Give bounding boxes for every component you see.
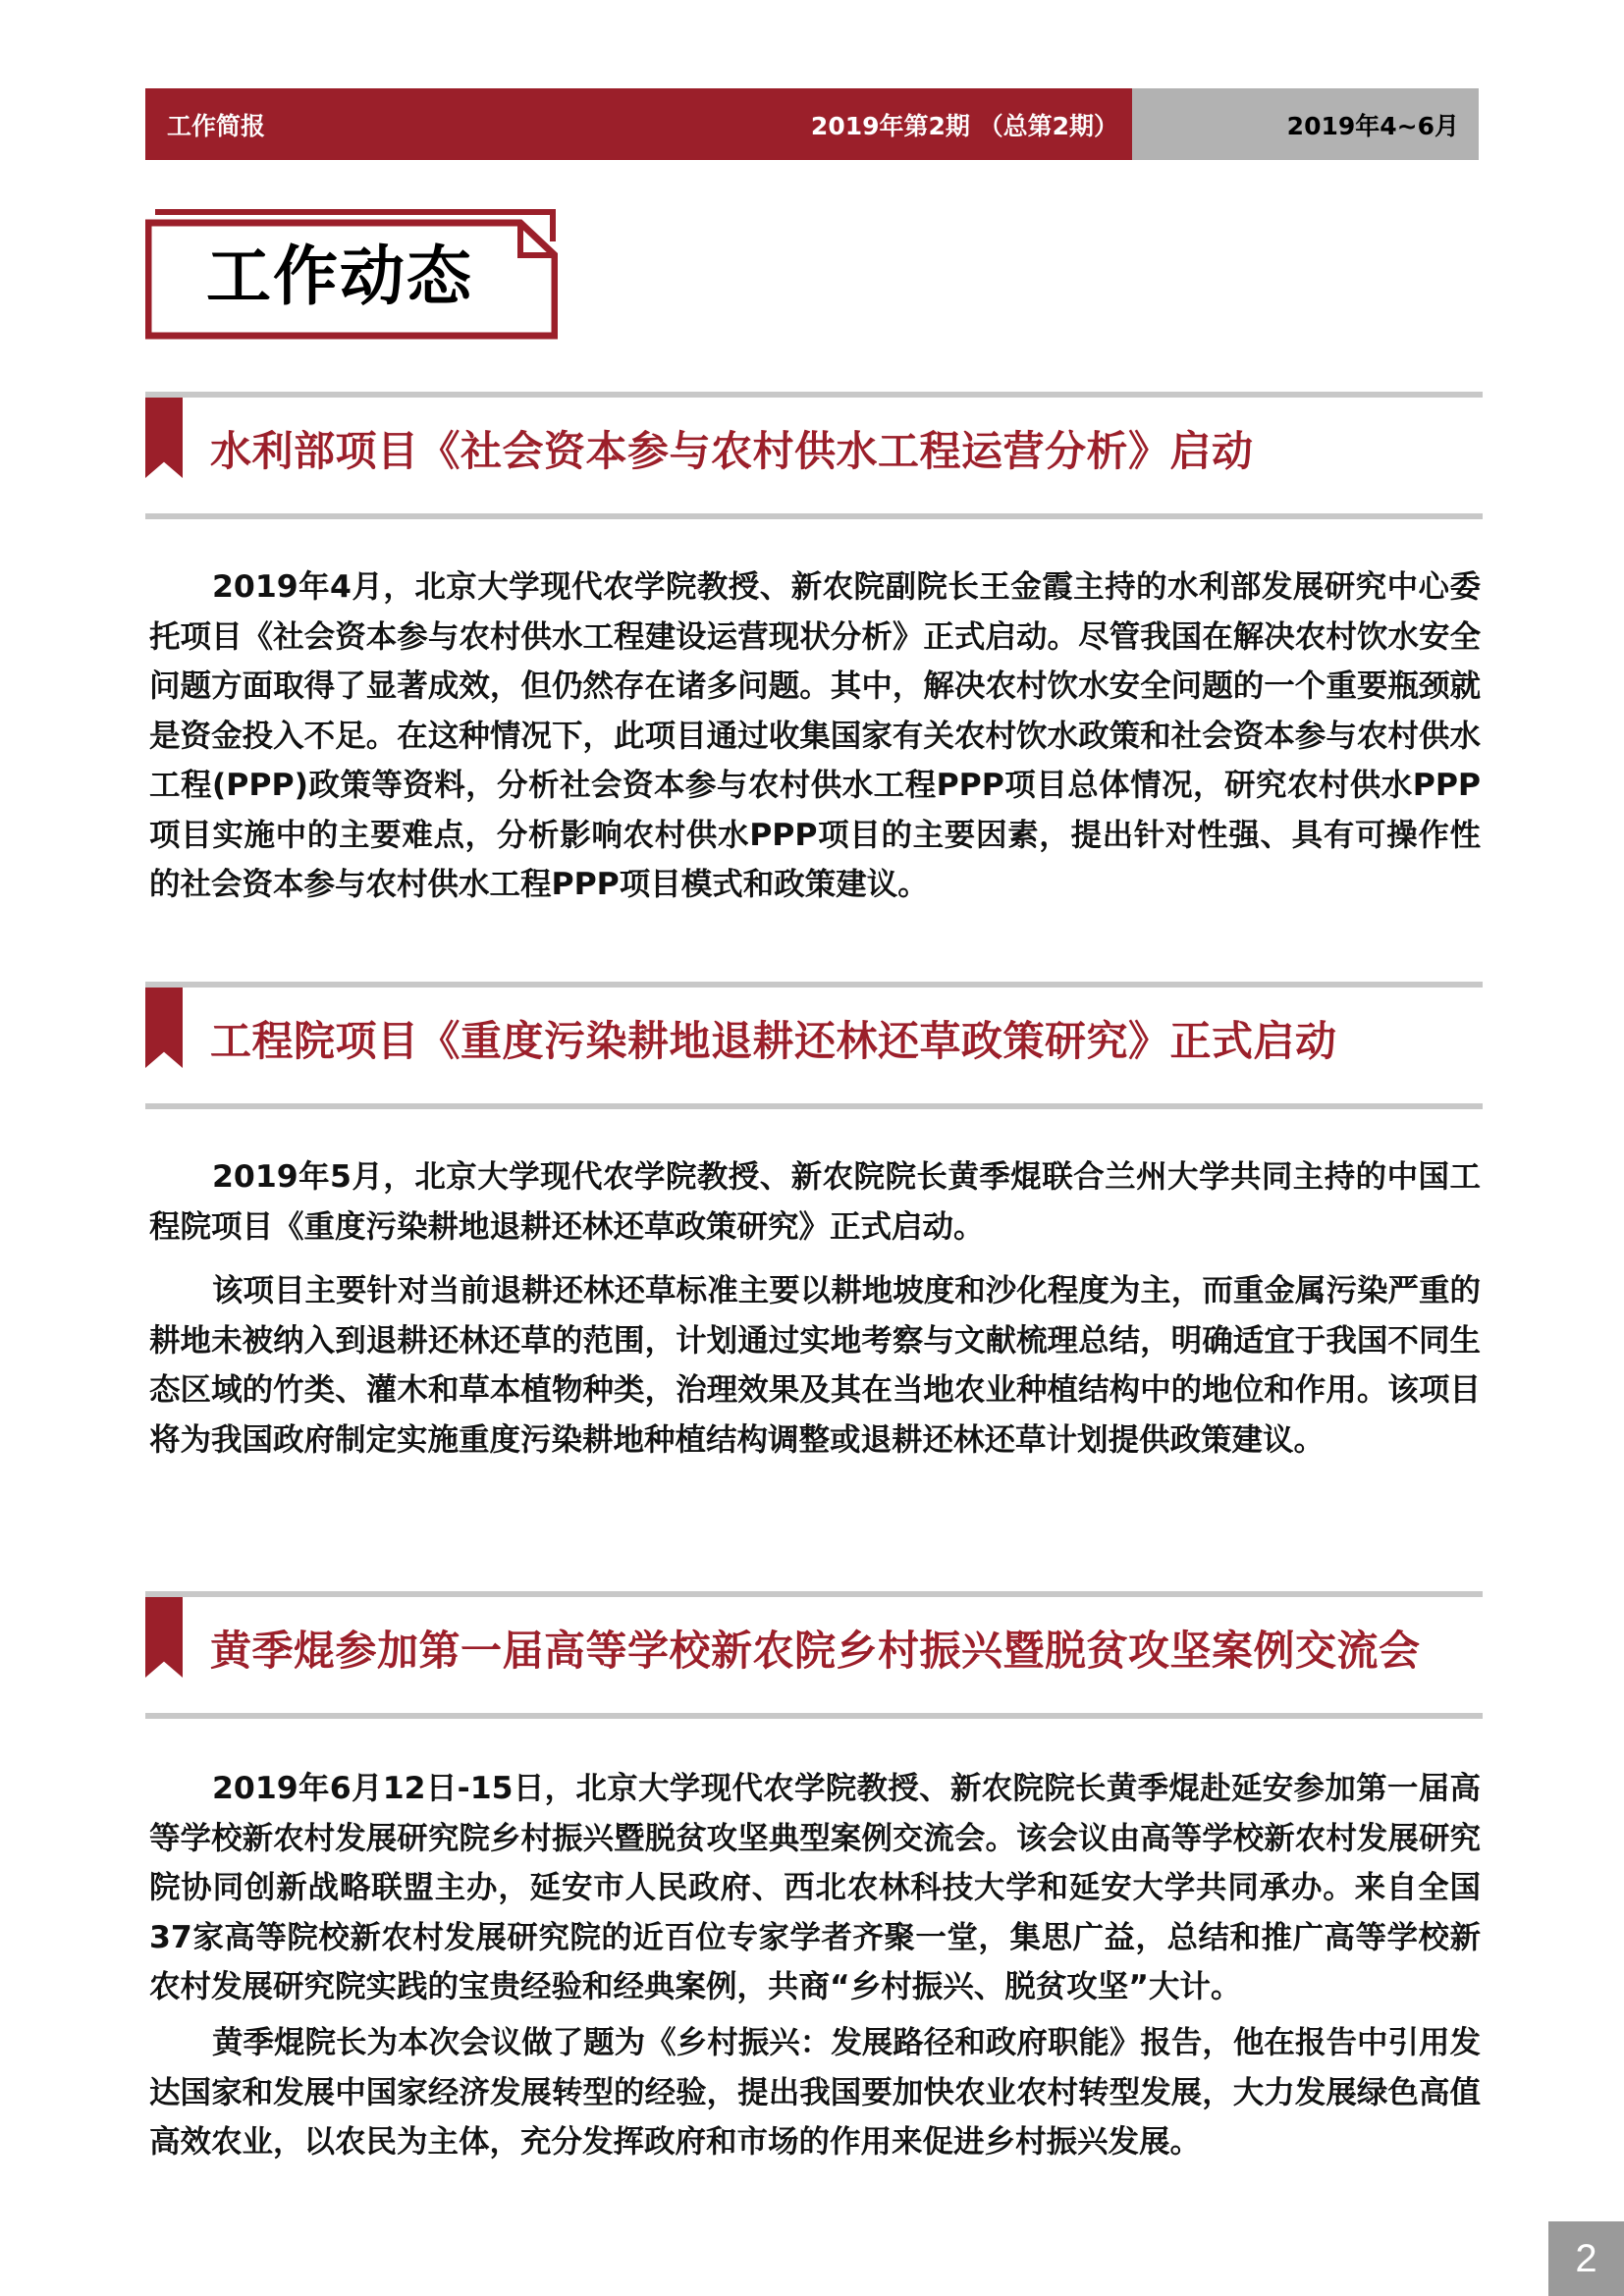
header-grey-band [1132,88,1479,160]
article-paragraph: 黄季焜院长为本次会议做了题为《乡村振兴：发展路径和政府职能》报告，他在报告中引用发达国家和发展中国家经济发展转型的经验，提出我国要加快农业农村转型发展，大力发展绿色高值高效农业，以农民为主体，充分发挥政府和市场的作用来促进乡村振兴发展。 [149,2025,1481,2160]
article-heading-2 [145,982,1483,1109]
section-title: 工作动态 [206,239,473,314]
page-header-bar [145,88,1479,160]
bookmark-ribbon-icon [145,1597,183,1678]
heading-rule-top [145,392,1483,398]
heading-rule-bottom [145,1713,1483,1719]
article-title: 工程院项目《重度污染耕地退耕还林还草政策研究》正式启动 [210,1017,1337,1065]
article-paragraph: 2019年4月，北京大学现代农学院教授、新农院副院长王金霞主持的水利部发展研究中心委托项目《社会资本参与农村供水工程建设运营现状分析》正式启动。尽管我国在解决农村饮水安全问题方面取得了显著成效，但仍然存在诸多问题。其中，解决农村饮水安全问题的一个重要瓶颈就是资金投入不足。在这种情况下，此项目通过收集国家有关农村饮水政策和社会资本参与农村供水工程(PPP)政策等资料，分析社会资本参与农村供水工程PPP项目总体情况，研究农村供水PPP项目实施中的主要难点，分析影响农村供水PPP项目的主要因素，提出针对性强、具有可操作性的社会资本参与农村供水工程PPP项目模式和政策建议。 [149,569,1481,902]
heading-rule-top [145,1591,1483,1597]
article-title: 水利部项目《社会资本参与农村供水工程运营分析》启动 [210,427,1254,475]
article-title: 黄季焜参加第一届高等学校新农院乡村振兴暨脱贫攻坚案例交流会 [210,1627,1421,1675]
article-heading-3 [145,1591,1483,1719]
article-paragraph: 该项目主要针对当前退耕还林还草标准主要以耕地坡度和沙化程度为主，而重金属污染严重的耕地未被纳入到退耕还林还草的范围，计划通过实地考察与文献梳理总结，明确适宜于我国不同生态区域的竹类、灌木和草本植物种类，治理效果及其在当地农业种植结构中的地位和作用。该项目将为我国政府制定实施重度污染耕地种植结构调整或退耕还林还草计划提供政策建议。 [149,1273,1481,1458]
issue-period: 2019年4~6月 [1286,111,1459,140]
heading-rule-bottom [145,1103,1483,1109]
publication-name: 工作简报 [167,111,266,140]
bookmark-ribbon-icon [145,988,183,1068]
heading-rule-top [145,982,1483,988]
article-paragraph: 2019年6月12日-15日，北京大学现代农学院教授、新农院院长黄季焜赴延安参加第一届高等学校新农村发展研究院乡村振兴暨脱贫攻坚典型案例交流会。该会议由高等学校新农村发展研究院协同创新战略联盟主办，延安市人民政府、西北农林科技大学和延安大学共同承办。来自全国37家高等院校新农村发展研究院的近百位专家学者齐聚一堂，集思广益，总结和推广高等学校新农村发展研究院实践的宝贵经验和经典案例，共商“乡村振兴、脱贫攻坚”大计。 [149,1771,1481,2004]
article-heading-1 [145,392,1483,519]
bookmark-ribbon-icon [145,398,183,478]
article-paragraph: 2019年5月，北京大学现代农学院教授、新农院院长黄季焜联合兰州大学共同主持的中国工程院项目《重度污染耕地退耕还林还草政策研究》正式启动。 [149,1159,1481,1245]
issue-number: 2019年第2期 （总第2期） [810,111,1118,140]
header-red-band [145,88,1132,160]
page-number-badge: 2 [1548,2221,1624,2296]
heading-rule-bottom [145,513,1483,519]
section-title-frame [145,208,558,340]
